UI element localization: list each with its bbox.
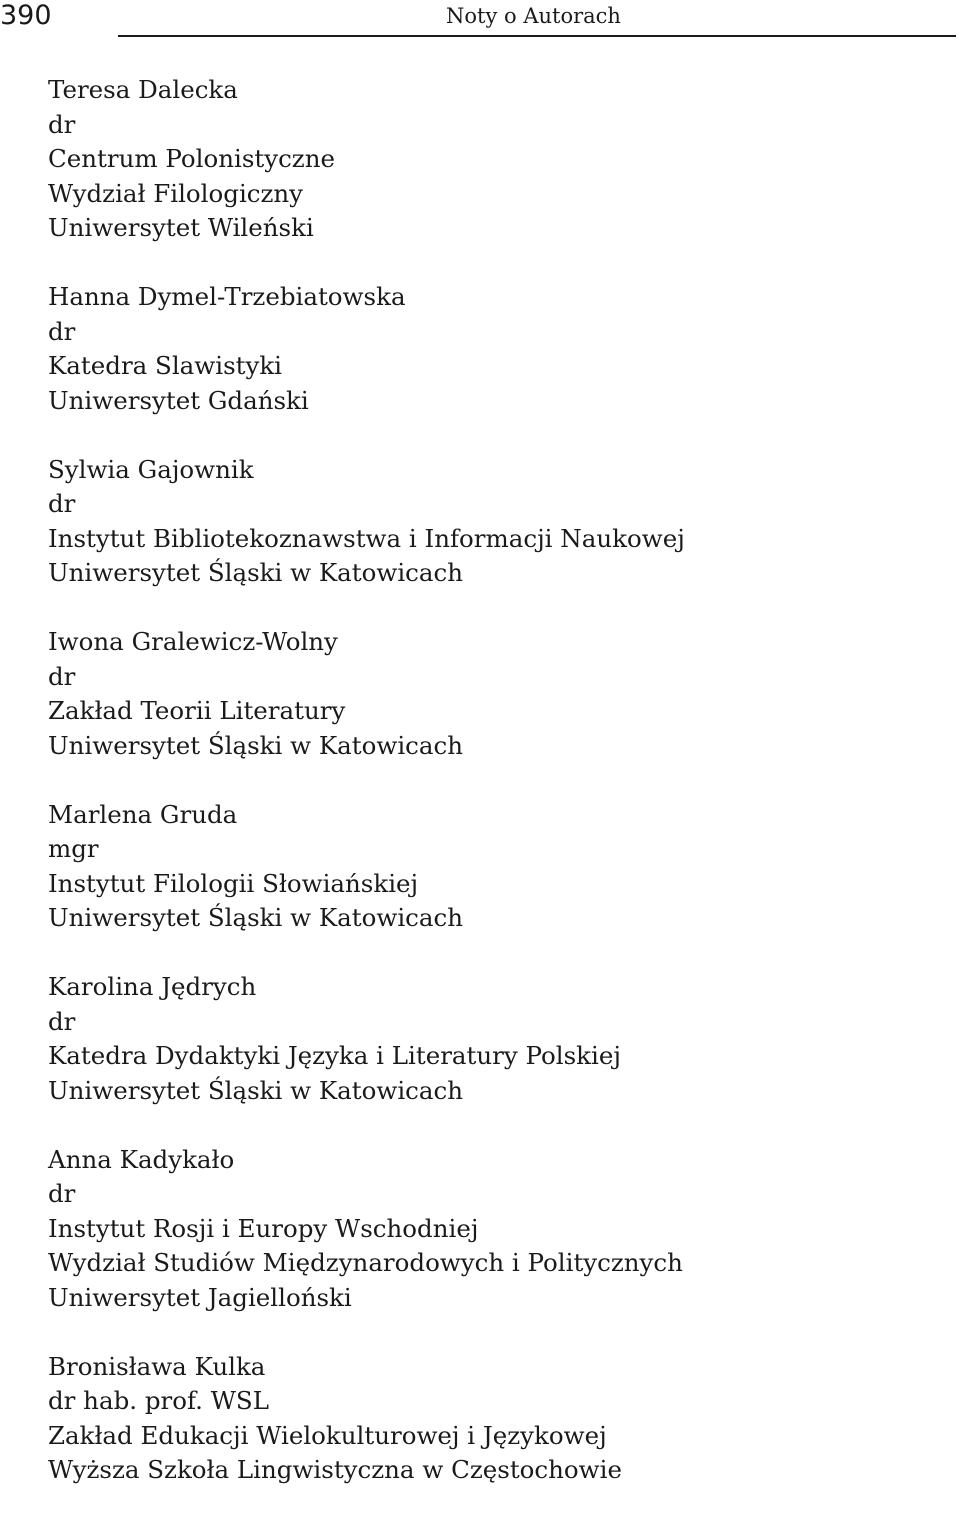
author-affiliation-line: Uniwersytet Wileński (48, 213, 314, 242)
author-affiliation-line: Instytut Rosji i Europy Wschodniej (48, 1213, 479, 1243)
author-title: dr (48, 109, 76, 139)
author-entry (48, 453, 948, 591)
author-name: Bronisława Kulka (48, 1351, 266, 1381)
author-affiliation-line: Uniwersytet Śląski w Katowicach (48, 558, 464, 587)
author-affiliation-line: Wydział Studiów Międzynarodowych i Politycznych (48, 1248, 683, 1277)
author-affiliation-line: Wyższa Szkoła Lingwistyczna w Częstochowie (48, 1455, 622, 1484)
author-entry (48, 798, 948, 936)
author-affiliation-line: Centrum Polonistyczne (48, 144, 335, 173)
author-entry (48, 1350, 948, 1488)
author-affiliation-line: Wydział Filologiczny (48, 178, 304, 208)
author-title: dr (48, 316, 76, 346)
author-affiliation-line: Uniwersytet Śląski w Katowicach (48, 730, 464, 760)
author-affiliation-line: Uniwersytet Gdański (48, 385, 309, 415)
author-title: dr (48, 1006, 76, 1036)
author-title: dr (48, 489, 76, 518)
author-title: dr hab. prof. WSL (48, 1386, 269, 1415)
author-name: Teresa Dalecka (48, 75, 238, 104)
author-notes-list (48, 73, 948, 1522)
author-title: dr (48, 661, 76, 691)
author-affiliation-line: Uniwersytet Jagielloński (48, 1282, 352, 1312)
author-entry (48, 73, 948, 246)
author-affiliation-line: Instytut Bibliotekoznawstwa i Informacji Naukowej (48, 523, 685, 553)
author-entry (48, 625, 948, 763)
author-affiliation-line: Zakład Edukacji Wielokulturowej i Językowej (48, 1420, 607, 1450)
author-affiliation-line: Uniwersytet Śląski w Katowicach (48, 903, 464, 932)
author-title: mgr (48, 834, 99, 863)
author-name: Sylwia Gajownik (48, 454, 254, 484)
author-name: Anna Kadykało (48, 1144, 235, 1174)
author-entry (48, 970, 948, 1108)
author-affiliation-line: Zakład Teorii Literatury (48, 696, 346, 725)
running-title: Noty o Autorach (446, 4, 621, 28)
author-title: dr (48, 1179, 76, 1208)
author-name: Karolina Jędrych (48, 972, 257, 1001)
author-affiliation-line: Katedra Slawistyki (48, 351, 283, 380)
author-entry (48, 1143, 948, 1316)
author-affiliation-line: Instytut Filologii Słowiańskiej (48, 868, 419, 898)
page-number: 390 (0, 0, 52, 31)
header-rule (118, 35, 956, 37)
author-name: Hanna Dymel-Trzebiatowska (48, 282, 406, 311)
author-name: Iwona Gralewicz-Wolny (48, 627, 338, 656)
author-entry (48, 280, 948, 418)
author-affiliation-line: Uniwersytet Śląski w Katowicach (48, 1075, 464, 1105)
author-affiliation-line: Katedra Dydaktyki Języka i Literatury Polskiej (48, 1041, 621, 1070)
author-name: Marlena Gruda (48, 799, 238, 829)
